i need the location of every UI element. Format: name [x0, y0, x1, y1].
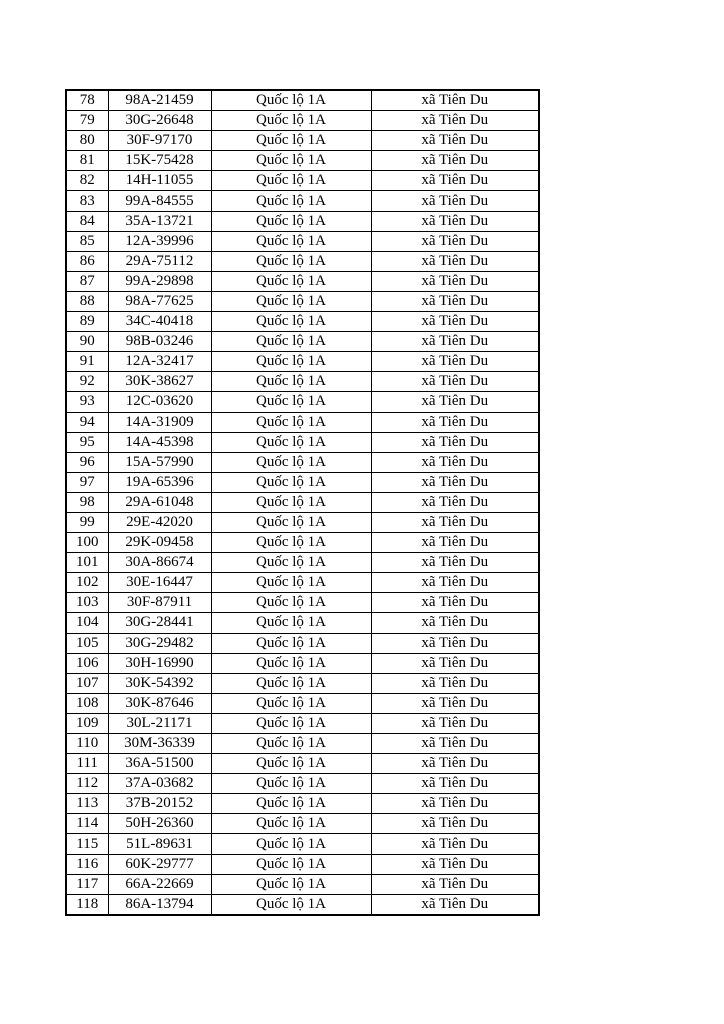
row-number-cell: 118 [66, 894, 108, 915]
location-cell: xã Tiên Du [371, 372, 539, 392]
table-row [66, 90, 539, 111]
row-number-cell: 107 [66, 673, 108, 693]
location-cell: xã Tiên Du [371, 90, 539, 111]
row-number-cell: 97 [66, 472, 108, 492]
road-name-cell: Quốc lộ 1A [211, 372, 371, 392]
location-cell: xã Tiên Du [371, 412, 539, 432]
plate-number-cell: 29K-09458 [108, 533, 211, 553]
location-cell: xã Tiên Du [371, 573, 539, 593]
plate-number-cell: 34C-40418 [108, 312, 211, 332]
table-row [66, 392, 539, 412]
plate-number-cell: 99A-84555 [108, 191, 211, 211]
road-name-cell: Quốc lộ 1A [211, 653, 371, 673]
road-name-cell: Quốc lộ 1A [211, 191, 371, 211]
plate-number-cell: 19A-65396 [108, 472, 211, 492]
table-row [66, 211, 539, 231]
location-cell: xã Tiên Du [371, 392, 539, 412]
road-name-cell: Quốc lộ 1A [211, 874, 371, 894]
road-name-cell: Quốc lộ 1A [211, 291, 371, 311]
road-name-cell: Quốc lộ 1A [211, 472, 371, 492]
location-cell: xã Tiên Du [371, 533, 539, 553]
plate-number-cell: 30F-97170 [108, 131, 211, 151]
location-cell: xã Tiên Du [371, 131, 539, 151]
location-cell: xã Tiên Du [371, 734, 539, 754]
location-cell: xã Tiên Du [371, 352, 539, 372]
road-name-cell: Quốc lộ 1A [211, 231, 371, 251]
table-row [66, 492, 539, 512]
road-name-cell: Quốc lộ 1A [211, 171, 371, 191]
plate-number-cell: 29A-75112 [108, 251, 211, 271]
table-row [66, 231, 539, 251]
location-cell: xã Tiên Du [371, 512, 539, 532]
plate-number-cell: 15A-57990 [108, 452, 211, 472]
location-cell: xã Tiên Du [371, 291, 539, 311]
location-cell: xã Tiên Du [371, 673, 539, 693]
road-name-cell: Quốc lộ 1A [211, 533, 371, 553]
plate-number-cell: 30G-28441 [108, 613, 211, 633]
table-row [66, 874, 539, 894]
row-number-cell: 101 [66, 553, 108, 573]
table-row [66, 854, 539, 874]
road-name-cell: Quốc lộ 1A [211, 693, 371, 713]
location-cell: xã Tiên Du [371, 633, 539, 653]
location-cell: xã Tiên Du [371, 171, 539, 191]
location-cell: xã Tiên Du [371, 874, 539, 894]
location-cell: xã Tiên Du [371, 191, 539, 211]
road-name-cell: Quốc lộ 1A [211, 332, 371, 352]
table-row [66, 754, 539, 774]
plate-number-cell: 30G-29482 [108, 633, 211, 653]
road-name-cell: Quốc lộ 1A [211, 432, 371, 452]
row-number-cell: 85 [66, 231, 108, 251]
road-name-cell: Quốc lộ 1A [211, 512, 371, 532]
plate-number-cell: 36A-51500 [108, 754, 211, 774]
plate-number-cell: 60K-29777 [108, 854, 211, 874]
row-number-cell: 91 [66, 352, 108, 372]
row-number-cell: 108 [66, 693, 108, 713]
location-cell: xã Tiên Du [371, 312, 539, 332]
plate-number-cell: 30F-87911 [108, 593, 211, 613]
row-number-cell: 116 [66, 854, 108, 874]
row-number-cell: 112 [66, 774, 108, 794]
road-name-cell: Quốc lộ 1A [211, 151, 371, 171]
road-name-cell: Quốc lộ 1A [211, 271, 371, 291]
row-number-cell: 109 [66, 713, 108, 733]
table-row [66, 472, 539, 492]
location-cell: xã Tiên Du [371, 653, 539, 673]
row-number-cell: 111 [66, 754, 108, 774]
row-number-cell: 105 [66, 633, 108, 653]
row-number-cell: 113 [66, 794, 108, 814]
row-number-cell: 96 [66, 452, 108, 472]
table-row [66, 352, 539, 372]
row-number-cell: 102 [66, 573, 108, 593]
row-number-cell: 83 [66, 191, 108, 211]
road-name-cell: Quốc lộ 1A [211, 352, 371, 372]
row-number-cell: 106 [66, 653, 108, 673]
location-cell: xã Tiên Du [371, 231, 539, 251]
row-number-cell: 80 [66, 131, 108, 151]
table-row [66, 673, 539, 693]
row-number-cell: 81 [66, 151, 108, 171]
table-row [66, 734, 539, 754]
plate-number-cell: 66A-22669 [108, 874, 211, 894]
road-name-cell: Quốc lộ 1A [211, 573, 371, 593]
plate-number-cell: 12A-32417 [108, 352, 211, 372]
road-name-cell: Quốc lộ 1A [211, 392, 371, 412]
road-name-cell: Quốc lộ 1A [211, 673, 371, 693]
table-row [66, 452, 539, 472]
row-number-cell: 117 [66, 874, 108, 894]
location-cell: xã Tiên Du [371, 332, 539, 352]
table-row [66, 894, 539, 915]
location-cell: xã Tiên Du [371, 472, 539, 492]
table-row [66, 814, 539, 834]
plate-number-cell: 12A-39996 [108, 231, 211, 251]
plate-number-cell: 98A-77625 [108, 291, 211, 311]
table-row [66, 613, 539, 633]
location-cell: xã Tiên Du [371, 713, 539, 733]
row-number-cell: 87 [66, 271, 108, 291]
road-name-cell: Quốc lộ 1A [211, 713, 371, 733]
road-name-cell: Quốc lộ 1A [211, 814, 371, 834]
plate-number-cell: 37B-20152 [108, 794, 211, 814]
row-number-cell: 84 [66, 211, 108, 231]
plate-number-cell: 15K-75428 [108, 151, 211, 171]
row-number-cell: 115 [66, 834, 108, 854]
plate-number-cell: 30E-16447 [108, 573, 211, 593]
row-number-cell: 100 [66, 533, 108, 553]
plate-number-cell: 30K-38627 [108, 372, 211, 392]
row-number-cell: 95 [66, 432, 108, 452]
vehicle-table-body [66, 90, 539, 915]
table-row [66, 171, 539, 191]
road-name-cell: Quốc lộ 1A [211, 90, 371, 111]
road-name-cell: Quốc lộ 1A [211, 854, 371, 874]
row-number-cell: 78 [66, 90, 108, 111]
plate-number-cell: 29E-42020 [108, 512, 211, 532]
table-row [66, 713, 539, 733]
plate-number-cell: 30L-21171 [108, 713, 211, 733]
plate-number-cell: 30M-36339 [108, 734, 211, 754]
location-cell: xã Tiên Du [371, 894, 539, 915]
road-name-cell: Quốc lộ 1A [211, 734, 371, 754]
location-cell: xã Tiên Du [371, 452, 539, 472]
plate-number-cell: 30H-16990 [108, 653, 211, 673]
table-row [66, 151, 539, 171]
table-row [66, 593, 539, 613]
road-name-cell: Quốc lộ 1A [211, 111, 371, 131]
location-cell: xã Tiên Du [371, 492, 539, 512]
location-cell: xã Tiên Du [371, 693, 539, 713]
road-name-cell: Quốc lộ 1A [211, 131, 371, 151]
road-name-cell: Quốc lộ 1A [211, 593, 371, 613]
table-row [66, 312, 539, 332]
road-name-cell: Quốc lộ 1A [211, 774, 371, 794]
table-row [66, 653, 539, 673]
row-number-cell: 93 [66, 392, 108, 412]
plate-number-cell: 14H-11055 [108, 171, 211, 191]
location-cell: xã Tiên Du [371, 111, 539, 131]
row-number-cell: 86 [66, 251, 108, 271]
location-cell: xã Tiên Du [371, 593, 539, 613]
table-row [66, 111, 539, 131]
road-name-cell: Quốc lộ 1A [211, 412, 371, 432]
location-cell: xã Tiên Du [371, 553, 539, 573]
plate-number-cell: 12C-03620 [108, 392, 211, 412]
location-cell: xã Tiên Du [371, 251, 539, 271]
road-name-cell: Quốc lộ 1A [211, 211, 371, 231]
row-number-cell: 103 [66, 593, 108, 613]
road-name-cell: Quốc lộ 1A [211, 794, 371, 814]
row-number-cell: 94 [66, 412, 108, 432]
location-cell: xã Tiên Du [371, 774, 539, 794]
row-number-cell: 104 [66, 613, 108, 633]
plate-number-cell: 30K-54392 [108, 673, 211, 693]
location-cell: xã Tiên Du [371, 754, 539, 774]
row-number-cell: 110 [66, 734, 108, 754]
table-row [66, 131, 539, 151]
plate-number-cell: 99A-29898 [108, 271, 211, 291]
table-row [66, 533, 539, 553]
table-row [66, 573, 539, 593]
table-row [66, 633, 539, 653]
plate-number-cell: 14A-31909 [108, 412, 211, 432]
plate-number-cell: 14A-45398 [108, 432, 211, 452]
location-cell: xã Tiên Du [371, 854, 539, 874]
road-name-cell: Quốc lộ 1A [211, 492, 371, 512]
road-name-cell: Quốc lộ 1A [211, 834, 371, 854]
row-number-cell: 114 [66, 814, 108, 834]
location-cell: xã Tiên Du [371, 151, 539, 171]
table-row [66, 834, 539, 854]
table-row [66, 191, 539, 211]
row-number-cell: 98 [66, 492, 108, 512]
table-row [66, 332, 539, 352]
row-number-cell: 90 [66, 332, 108, 352]
plate-number-cell: 86A-13794 [108, 894, 211, 915]
row-number-cell: 92 [66, 372, 108, 392]
row-number-cell: 79 [66, 111, 108, 131]
plate-number-cell: 98A-21459 [108, 90, 211, 111]
table-row [66, 553, 539, 573]
table-row [66, 432, 539, 452]
road-name-cell: Quốc lộ 1A [211, 312, 371, 332]
location-cell: xã Tiên Du [371, 794, 539, 814]
row-number-cell: 89 [66, 312, 108, 332]
plate-number-cell: 30A-86674 [108, 553, 211, 573]
road-name-cell: Quốc lộ 1A [211, 894, 371, 915]
road-name-cell: Quốc lộ 1A [211, 553, 371, 573]
location-cell: xã Tiên Du [371, 814, 539, 834]
road-name-cell: Quốc lộ 1A [211, 613, 371, 633]
table-row [66, 512, 539, 532]
row-number-cell: 88 [66, 291, 108, 311]
table-row [66, 251, 539, 271]
vehicle-list-table [65, 89, 540, 916]
plate-number-cell: 50H-26360 [108, 814, 211, 834]
location-cell: xã Tiên Du [371, 211, 539, 231]
location-cell: xã Tiên Du [371, 834, 539, 854]
road-name-cell: Quốc lộ 1A [211, 251, 371, 271]
road-name-cell: Quốc lộ 1A [211, 452, 371, 472]
plate-number-cell: 98B-03246 [108, 332, 211, 352]
table-row [66, 794, 539, 814]
location-cell: xã Tiên Du [371, 271, 539, 291]
table-row [66, 372, 539, 392]
row-number-cell: 82 [66, 171, 108, 191]
road-name-cell: Quốc lộ 1A [211, 754, 371, 774]
plate-number-cell: 30K-87646 [108, 693, 211, 713]
plate-number-cell: 30G-26648 [108, 111, 211, 131]
road-name-cell: Quốc lộ 1A [211, 633, 371, 653]
table-row [66, 271, 539, 291]
plate-number-cell: 35A-13721 [108, 211, 211, 231]
location-cell: xã Tiên Du [371, 613, 539, 633]
plate-number-cell: 51L-89631 [108, 834, 211, 854]
table-row [66, 774, 539, 794]
plate-number-cell: 29A-61048 [108, 492, 211, 512]
table-row [66, 412, 539, 432]
location-cell: xã Tiên Du [371, 432, 539, 452]
table-row [66, 291, 539, 311]
row-number-cell: 99 [66, 512, 108, 532]
table-row [66, 693, 539, 713]
plate-number-cell: 37A-03682 [108, 774, 211, 794]
